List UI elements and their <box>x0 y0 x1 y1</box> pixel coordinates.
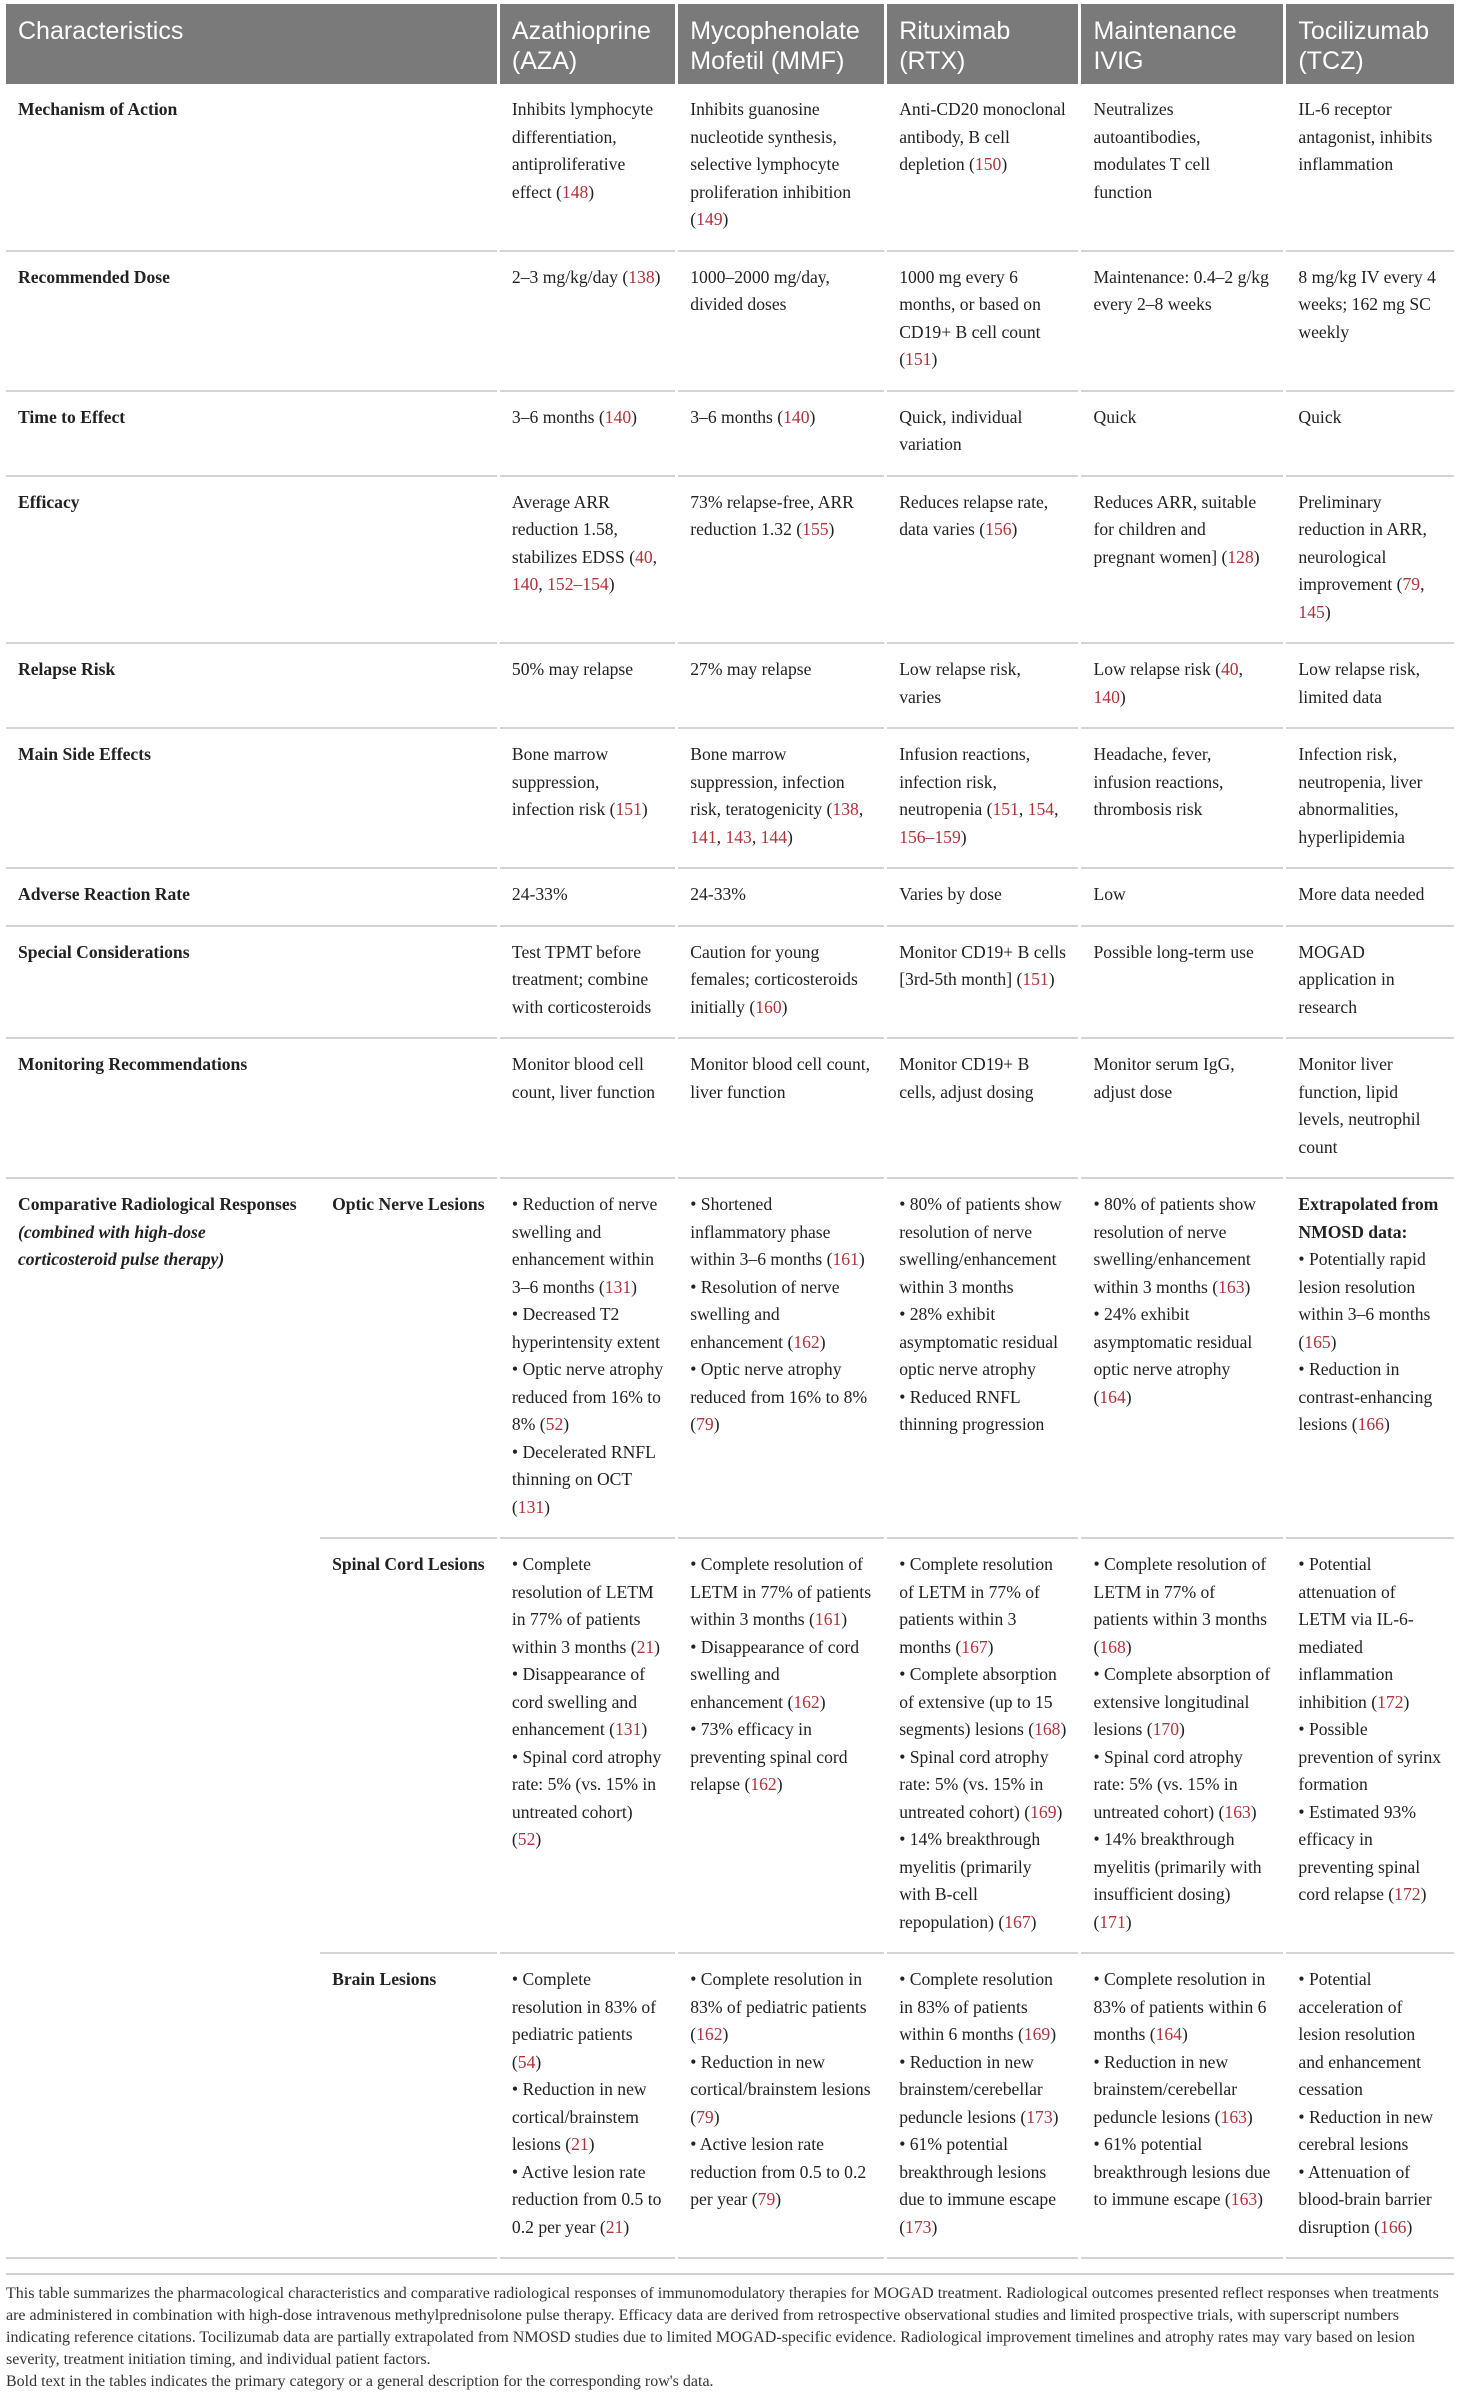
reference-citation[interactable]: 21 <box>605 2216 624 2237</box>
reference-citation[interactable]: 163 <box>1230 2189 1258 2209</box>
cell-aza: • Complete resolution in 83% of pediatric patients (54) • Reduction in new cortical/brainstem lesions (21) • Active lesion rate reduction from 0.5 to 0.2 per year (21) <box>498 1953 676 2258</box>
row-label: Adverse Reaction Rate <box>6 868 498 926</box>
cell-mmf: Bone marrow suppression, infection risk, teratogenicity (138, 141, 143, 144) <box>677 728 886 868</box>
reference-citation[interactable]: 140 <box>604 406 632 427</box>
cell-mmf: 1000–2000 mg/day, divided doses <box>677 251 886 391</box>
cell-ivig: Low <box>1080 868 1285 926</box>
reference-citation[interactable]: 140 <box>1093 686 1120 707</box>
reference-citation[interactable]: 54 <box>517 2051 536 2072</box>
cell-ivig: • Complete resolution in 83% of patients within 6 months (164) • Reduction in new brainstem/cerebellar peduncle lesions (163) • 61% potential breakthrough lesions due to immune escape (163) <box>1080 1953 1285 2258</box>
cell-rtx: 1000 mg every 6 months, or based on CD19+ B cell count (151) <box>886 251 1080 391</box>
reference-citation[interactable]: 151 <box>1022 969 1049 989</box>
reference-citation[interactable]: 151 <box>992 799 1019 819</box>
row-label: Main Side Effects <box>6 728 498 868</box>
cell-aza: • Reduction of nerve swelling and enhancement within 3–6 months (131) • Decreased T2 hyperintensity extent • Optic nerve atrophy reduced from 16% to 8% (52) • Decelerated RNFL thinning on OCT (131) <box>498 1178 676 1538</box>
reference-citation[interactable]: 172 <box>1394 1884 1421 1904</box>
cell-rtx: Quick, individual variation <box>886 391 1080 476</box>
reference-citation[interactable]: 164 <box>1155 2024 1182 2044</box>
header-characteristics: Characteristics <box>6 4 498 84</box>
sub-label-optic: Optic Nerve Lesions <box>320 1178 498 1538</box>
reference-citation[interactable]: 140 <box>511 574 539 594</box>
reference-citation[interactable]: 150 <box>974 154 1002 174</box>
cell-aza: Test TPMT before treatment; combine with corticosteroids <box>498 926 676 1039</box>
reference-citation[interactable]: 163 <box>1218 1276 1245 1297</box>
cell-rtx: Infusion reactions, infection risk, neutropenia (151, 154, 156–159) <box>886 728 1080 868</box>
reference-citation[interactable]: 79 <box>757 2189 776 2209</box>
reference-citation[interactable]: 161 <box>814 1609 842 1629</box>
header-rtx: Rituximab (RTX) <box>886 4 1080 84</box>
row-label: Monitoring Recommendations <box>6 1038 498 1178</box>
row-efficacy <box>6 476 1454 644</box>
row-time-to-effect <box>6 391 1454 476</box>
reference-citation[interactable]: 151 <box>905 349 932 369</box>
cell-tcz: Low relapse risk, limited data <box>1285 643 1454 728</box>
reference-citation[interactable]: 169 <box>1030 1801 1057 1822</box>
cell-rtx: Varies by dose <box>886 868 1080 926</box>
reference-citation[interactable]: 128 <box>1227 546 1254 567</box>
header-mmf: Mycophenolate Mofetil (MMF) <box>677 4 886 84</box>
reference-citation[interactable]: 131 <box>604 1276 632 1297</box>
row-monitoring <box>6 1038 1454 1178</box>
reference-citation[interactable]: 154 <box>1027 799 1055 819</box>
cell-tcz: Monitor liver function, lipid levels, neutrophil count <box>1285 1038 1454 1178</box>
header-aza: Azathioprine (AZA) <box>498 4 676 84</box>
cell-aza: 50% may relapse <box>498 643 676 728</box>
row-optic-nerve <box>6 1178 1454 1538</box>
header-ivig: Maintenance IVIG <box>1080 4 1285 84</box>
reference-citation[interactable]: 167 <box>1004 1911 1031 1932</box>
reference-citation[interactable]: 152–154 <box>547 574 609 594</box>
reference-citation[interactable]: 79 <box>696 1414 714 1434</box>
cell-rtx: Low relapse risk, varies <box>886 643 1080 728</box>
cell-mmf: 27% may relapse <box>677 643 886 728</box>
reference-citation[interactable]: 151 <box>615 799 642 819</box>
row-label: Time to Effect <box>6 391 498 476</box>
footnote-text: This table summarizes the pharmacological characteristics and comparative radiological responses of immunomodulatory therapies for MOGAD treatment. Radiological outcomes presented reflect responses when treatments are administered in combination with high-dose intravenous methylprednisolone pulse therapy. Efficacy data are derived from retrospective observational studies and limited prospective trials, with superscript numbers indicating reference citations. Tocilizumab data are partially extrapolated from NMOSD studies due to limited MOGAD-specific evidence. Radiological improvement timelines and atrophy rates may vary based on lesion severity, treatment initiation timing, and individual patient factors. <box>6 2285 1439 2368</box>
cell-ivig: • 80% of patients show resolution of nerve swelling/enhancement within 3 months (163) • 24% exhibit asymptomatic residual optic nerve atrophy (164) <box>1080 1178 1285 1538</box>
reference-citation[interactable]: 162 <box>696 2024 723 2044</box>
bold-text: Extrapolated from NMOSD data: <box>1298 1194 1439 1242</box>
cell-tcz: IL-6 receptor antagonist, inhibits inflammation <box>1285 84 1454 251</box>
reference-citation[interactable]: 21 <box>636 1636 655 1657</box>
cell-mmf: • Shortened inflammatory phase within 3–6 months (161) • Resolution of nerve swelling and enhancement (162) • Optic nerve atrophy reduced from 16% to 8% (79) <box>677 1178 886 1538</box>
cell-mmf: 3–6 months (140) <box>677 391 886 476</box>
reference-citation[interactable]: 40 <box>635 546 653 567</box>
row-side-effects <box>6 728 1454 868</box>
radiology-label-plain: Comparative Radiological Responses <box>18 1194 297 1214</box>
cell-tcz: More data needed <box>1285 868 1454 926</box>
cell-rtx: Reduces relapse rate, data varies (156) <box>886 476 1080 644</box>
reference-citation[interactable]: 21 <box>571 2134 589 2154</box>
reference-citation[interactable]: 161 <box>832 1249 859 1269</box>
reference-citation[interactable]: 166 <box>1357 1414 1384 1434</box>
cell-tcz: Preliminary reduction in ARR, neurological improvement (79, 145) <box>1285 476 1454 644</box>
reference-citation[interactable]: 168 <box>1034 1719 1061 1739</box>
reference-citation[interactable]: 149 <box>696 209 723 229</box>
reference-citation[interactable]: 52 <box>517 1829 536 1849</box>
cell-mmf: Inhibits guanosine nucleotide synthesis, selective lymphocyte proliferation inhibition (149) <box>677 84 886 251</box>
cell-mmf: 73% relapse-free, ARR reduction 1.32 (155) <box>677 476 886 644</box>
reference-citation[interactable]: 156 <box>985 519 1012 539</box>
reference-citation[interactable]: 162 <box>750 1774 777 1794</box>
cell-tcz: • Potential attenuation of LETM via IL-6-mediated inflammation inhibition (172) • Possible prevention of syrinx formation • Estimated 93% efficacy in preventing spinal cord relapse (172) <box>1285 1538 1454 1953</box>
cell-ivig: Neutralizes autoantibodies, modulates T cell function <box>1080 84 1285 251</box>
cell-tcz: Extrapolated from NMOSD data: • Potentially rapid lesion resolution within 3–6 months (165) • Reduction in contrast-enhancing lesions (166) <box>1285 1178 1454 1538</box>
reference-citation[interactable]: 52 <box>545 1414 564 1434</box>
cell-aza: Inhibits lymphocyte differentiation, antiproliferative effect (148) <box>498 84 676 251</box>
header-row <box>6 4 1454 84</box>
cell-rtx: • 80% of patients show resolution of nerve swelling/enhancement within 3 months • 28% exhibit asymptomatic residual optic nerve atrophy • Reduced RNFL thinning progression <box>886 1178 1080 1538</box>
cell-aza: Average ARR reduction 1.58, stabilizes EDSS (40, 140, 152–154) <box>498 476 676 644</box>
reference-citation[interactable]: 162 <box>793 1691 820 1712</box>
table-container <box>6 0 1454 2393</box>
reference-citation[interactable]: 143 <box>725 826 752 847</box>
reference-citation[interactable]: 171 <box>1099 1911 1126 1932</box>
cell-aza: 24-33% <box>498 868 676 926</box>
reference-citation[interactable]: 162 <box>793 1331 820 1352</box>
radiology-label <box>6 1178 320 2258</box>
reference-citation[interactable]: 40 <box>1221 659 1239 679</box>
reference-citation[interactable]: 148 <box>561 181 589 202</box>
cell-rtx: Monitor CD19+ B cells, adjust dosing <box>886 1038 1080 1178</box>
reference-citation[interactable]: 145 <box>1298 601 1325 622</box>
reference-citation[interactable]: 168 <box>1099 1636 1126 1657</box>
row-special-considerations <box>6 926 1454 1039</box>
cell-mmf: Caution for young females; corticosteroids initially (160) <box>677 926 886 1039</box>
cell-aza: 2–3 mg/kg/day (138) <box>498 251 676 391</box>
reference-citation[interactable]: 164 <box>1099 1386 1126 1407</box>
row-label: Relapse Risk <box>6 643 498 728</box>
cell-rtx: Monitor CD19+ B cells [3rd-5th month] (151) <box>886 926 1080 1039</box>
row-label: Recommended Dose <box>6 251 498 391</box>
reference-citation[interactable]: 141 <box>690 826 717 847</box>
cell-tcz: MOGAD application in research <box>1285 926 1454 1039</box>
cell-mmf: • Complete resolution of LETM in 77% of patients within 3 months (161) • Disappearance of cord swelling and enhancement (162) • 73% efficacy in preventing spinal cord relapse (162) <box>677 1538 886 1953</box>
reference-citation[interactable]: 172 <box>1377 1691 1404 1712</box>
cell-ivig: • Complete resolution of LETM in 77% of patients within 3 months (168) • Complete absorption of extensive longitudinal lesions (170) • Spinal cord atrophy rate: 5% (vs. 15% in untreated cohort) (163) • 14% breakthrough myelitis (primarily with insufficient dosing) (171) <box>1080 1538 1285 1953</box>
row-label: Mechanism of Action <box>6 84 498 251</box>
reference-citation[interactable]: 173 <box>905 2216 932 2237</box>
cell-aza: Bone marrow suppression, infection risk (151) <box>498 728 676 868</box>
cell-ivig: Quick <box>1080 391 1285 476</box>
cell-ivig: Headache, fever, infusion reactions, thrombosis risk <box>1080 728 1285 868</box>
cell-rtx: • Complete resolution of LETM in 77% of patients within 3 months (167) • Complete absorption of extensive (up to 15 segments) lesions (168) • Spinal cord atrophy rate: 5% (vs. 15% in untreated cohort) (169) • 14% breakthrough myelitis (primarily with B-cell repopulation) (167) <box>886 1538 1080 1953</box>
reference-citation[interactable]: 160 <box>755 996 782 1017</box>
footnote-bold-note: Bold text in the tables indicates the primary category or a general description for the corresponding row's data. <box>6 2373 714 2390</box>
cell-mmf: • Complete resolution in 83% of pediatric patients (162) • Reduction in new cortical/brainstem lesions (79) • Active lesion rate reduction from 0.5 to 0.2 per year (79) <box>677 1953 886 2258</box>
cell-mmf: Monitor blood cell count, liver function <box>677 1038 886 1178</box>
cell-aza: Monitor blood cell count, liver function <box>498 1038 676 1178</box>
reference-citation[interactable]: 79 <box>696 2106 714 2127</box>
row-adverse-rate <box>6 868 1454 926</box>
cell-ivig: Maintenance: 0.4–2 g/kg every 2–8 weeks <box>1080 251 1285 391</box>
cell-ivig: Possible long-term use <box>1080 926 1285 1039</box>
table-footnote <box>6 2273 1454 2393</box>
cell-ivig: Monitor serum IgG, adjust dose <box>1080 1038 1285 1178</box>
sub-label-brain: Brain Lesions <box>320 1953 498 2258</box>
cell-rtx: Anti-CD20 monoclonal antibody, B cell depletion (150) <box>886 84 1080 251</box>
reference-citation[interactable]: 163 <box>1220 2106 1247 2127</box>
reference-citation[interactable]: 79 <box>1402 574 1421 594</box>
reference-citation[interactable]: 138 <box>832 799 859 819</box>
cell-ivig: Low relapse risk (40, 140) <box>1080 643 1285 728</box>
row-label: Efficacy <box>6 476 498 644</box>
cell-tcz: Infection risk, neutropenia, liver abnormalities, hyperlipidemia <box>1285 728 1454 868</box>
reference-citation[interactable]: 163 <box>1224 1801 1251 1822</box>
sub-label-spinal: Spinal Cord Lesions <box>320 1538 498 1953</box>
reference-citation[interactable]: 166 <box>1380 2216 1407 2237</box>
reference-citation[interactable]: 165 <box>1304 1331 1331 1352</box>
cell-rtx: • Complete resolution in 83% of patients within 6 months (169) • Reduction in new brainstem/cerebellar peduncle lesions (173) • 61% potential breakthrough lesions due to immune escape (173) <box>886 1953 1080 2258</box>
reference-citation[interactable]: 140 <box>783 406 810 427</box>
reference-citation[interactable]: 170 <box>1152 1719 1180 1739</box>
reference-citation[interactable]: 131 <box>517 1496 545 1517</box>
reference-citation[interactable]: 156–159 <box>899 826 961 847</box>
comparison-table <box>6 4 1454 2259</box>
cell-tcz: Quick <box>1285 391 1454 476</box>
cell-tcz: • Potential acceleration of lesion resolution and enhancement cessation • Reduction in new cerebral lesions • Attenuation of blood-brain barrier disruption (166) <box>1285 1953 1454 2258</box>
cell-tcz: 8 mg/kg IV every 4 weeks; 162 mg SC weekly <box>1285 251 1454 391</box>
reference-citation[interactable]: 169 <box>1023 2024 1051 2044</box>
cell-aza: • Complete resolution of LETM in 77% of patients within 3 months (21) • Disappearance of cord swelling and enhancement (131) • Spinal cord atrophy rate: 5% (vs. 15% in untreated cohort) (52) <box>498 1538 676 1953</box>
row-dose <box>6 251 1454 391</box>
row-relapse-risk <box>6 643 1454 728</box>
reference-citation[interactable]: 131 <box>615 1719 642 1739</box>
header-tcz: Tocilizumab (TCZ) <box>1285 4 1454 84</box>
reference-citation[interactable]: 144 <box>760 826 788 847</box>
row-mechanism <box>6 84 1454 251</box>
reference-citation[interactable]: 138 <box>628 266 655 287</box>
row-label: Special Considerations <box>6 926 498 1039</box>
reference-citation[interactable]: 155 <box>802 519 829 539</box>
reference-citation[interactable]: 173 <box>1026 2106 1053 2127</box>
reference-citation[interactable]: 167 <box>961 1636 988 1657</box>
cell-ivig: Reduces ARR, suitable for children and pregnant women] (128) <box>1080 476 1285 644</box>
cell-aza: 3–6 months (140) <box>498 391 676 476</box>
radiology-label-italic: (combined with high-dose corticosteroid pulse therapy) <box>18 1221 225 1269</box>
cell-mmf: 24-33% <box>677 868 886 926</box>
